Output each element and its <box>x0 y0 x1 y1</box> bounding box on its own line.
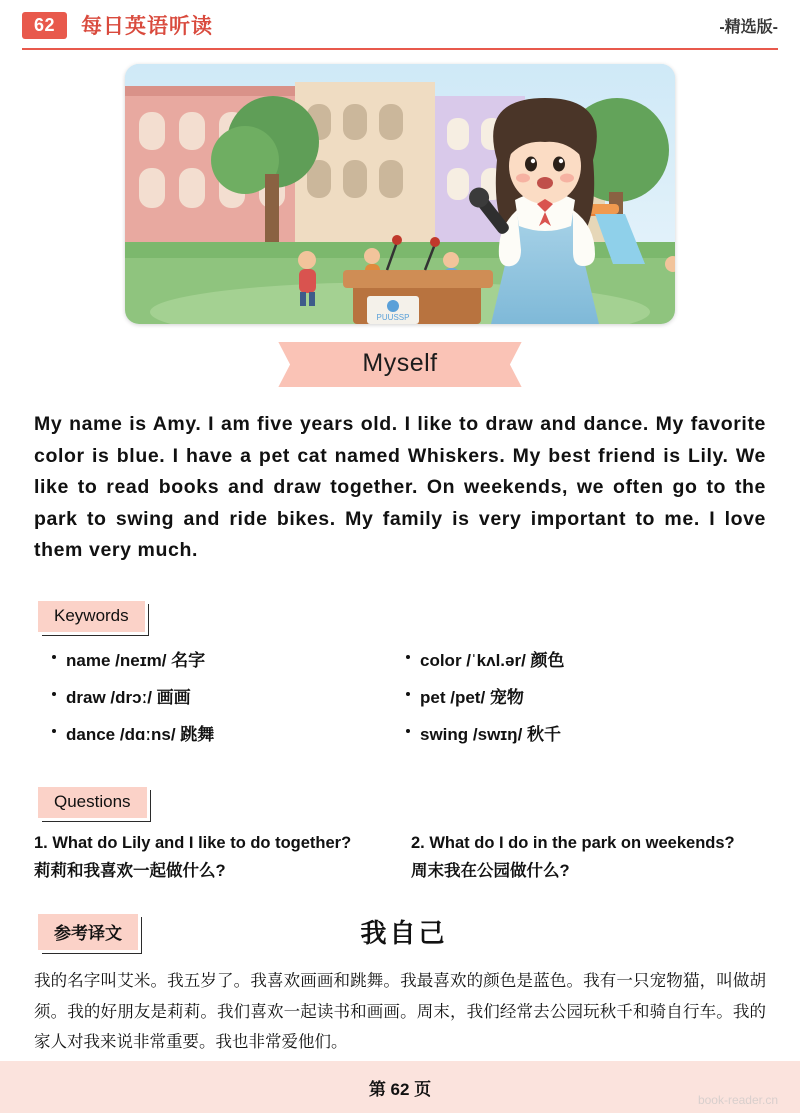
keyword-item: swing /swɪŋ/ 秋千 <box>404 720 758 745</box>
question-text-en: 2. What do I do in the park on weekends? <box>411 833 735 852</box>
question-item <box>34 832 401 881</box>
question-text-cn: 莉莉和我喜欢一起做什么? <box>34 862 226 881</box>
questions-tag: Questions <box>38 787 147 818</box>
keyword-item: name /neɪm/ 名字 <box>50 646 404 671</box>
title-banner-container <box>0 342 800 387</box>
keyword-item: color /ˈkʌl.ər/ 颜色 <box>404 646 758 671</box>
lesson-title-banner: Myself <box>304 342 495 387</box>
keywords-column-left <box>50 646 404 757</box>
svg-text:PUUSSP: PUUSSP <box>376 313 410 322</box>
footer-watermark: book-reader.cn <box>697 1093 778 1107</box>
page-number-badge: 62 <box>22 12 67 39</box>
page-title: 每日英语听读 <box>81 15 214 38</box>
question-text-en: 1. What do Lily and I like to do together? <box>34 833 352 852</box>
footer-page-label: 第 62 页 <box>368 1079 432 1099</box>
translation-text: 我的名字叫艾米。我五岁了。我喜欢画画和跳舞。我最喜欢的颜色是蓝色。我有一只宠物猫，叫做胡须。我的好朋友是莉莉。我们喜欢一起读书和画画。周末，我们经常去公园玩秋千和骑自行车。我的家人对我来说非常重要。我也非常爱他们。 <box>34 972 766 1052</box>
page-header <box>0 0 800 48</box>
questions-columns <box>34 832 778 881</box>
page-footer <box>0 1061 800 1113</box>
translation-header <box>0 913 800 950</box>
illustration-container <box>22 64 778 324</box>
keywords-columns <box>50 646 758 757</box>
translation-title: 我自己 <box>360 918 448 949</box>
questions-section <box>0 787 800 881</box>
keywords-tag: Keywords <box>38 601 145 632</box>
question-text-cn: 周末我在公园做什么? <box>411 862 570 881</box>
keywords-section <box>0 601 800 757</box>
keyword-item: dance /dɑːns/ 跳舞 <box>50 720 404 745</box>
translation-tag: 参考译文 <box>38 914 138 950</box>
passage-text: My name is Amy. I am five years old. I like to draw and dance. My favorite color is blue. I have a pet cat named Whiskers. My best friend is Lily. We like to read books and draw together. On weekends, we often go to the park to swing and ride bikes. My family is very important to me. I love them very much. <box>34 413 766 562</box>
illustration-svg <box>125 64 675 324</box>
edition-label: -精选版- <box>719 18 778 36</box>
keywords-column-right <box>404 646 758 757</box>
lesson-illustration <box>125 64 675 324</box>
question-item <box>411 832 778 881</box>
translation-section <box>0 913 800 1058</box>
header-divider <box>22 48 778 50</box>
keyword-item: draw /drɔː/ 画画 <box>50 683 404 708</box>
keyword-item: pet /pet/ 宠物 <box>404 683 758 708</box>
